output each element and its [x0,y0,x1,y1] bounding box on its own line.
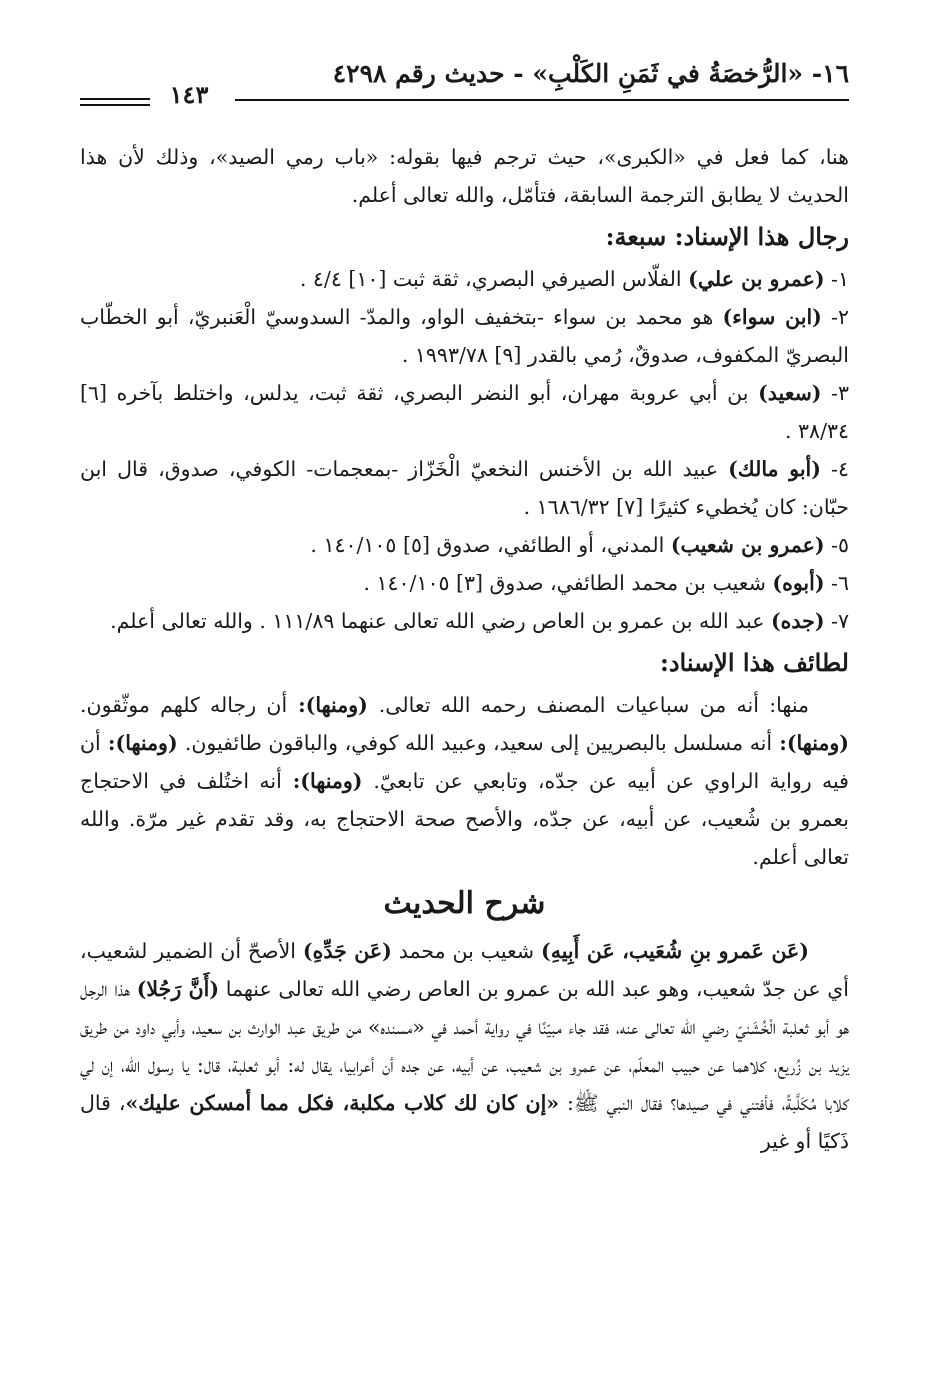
narrator-details: عبيد الله بن الأخنس النخعيّ الْخَزّاز -بمعجمات- الكوفي، صدوق، قال ابن حبّان: كان يُخطيء كثيرًا [٧] ١٦٨٦/٣٢ . [80,457,849,519]
narrator-details: بن أبي عروبة مهران، أبو النضر البصري، ثقة ثبت، يدلس، واختلط بآخره [٦] ٣٨/٣٤ . [80,381,849,443]
intro-paragraph: هنا، كما فعل في «الكبرى»، حيث ترجم فيها بقوله: «باب رمي الصيد»، وذلك لأن هذا الحديث لا يطابق الترجمة السابقة، فتأمّل، والله تعالى أعلم. [80,145,849,207]
sharh-quote-4: «إن كان لك كلاب مكلبة، فكل مما أمسكن عليك» [125,1091,560,1115]
lataif-text-4: أن فيه رواية الراوي عن أبيه عن جدّه، وتابعي عن تابعيّ. [80,731,849,793]
narrator-item-6 [80,564,849,602]
sharh-text-4: ، قال ذَكيًا أو غير [80,1091,849,1153]
narrator-item-5 [80,526,849,564]
narrator-details: هو محمد بن سواء -بتخفيف الواو، والمدّ- السدوسيّ الْعَنبريّ، أبو الخطّاب البصريّ المكفوف، صدوقٌ، رُمي بالقدر [٩] ١٩٩٣/٧٨ . [80,305,849,367]
lataif-text-2: أن رجاله كلهم موثّقون. [80,693,288,717]
running-header-title: ١٦- «الرُّخصَةُ في ثَمَنِ الكَلْبِ» - حديث رقم ٤٢٩٨ [332,59,849,88]
narrator-number: ٤- [820,457,849,481]
lataif-marker-4: (ومنها): [281,769,374,793]
narrator-item-4 [80,450,849,526]
narrator-details: شعيب بن محمد الطائفي، صدوق [٣] ١٤٠/١٠٥ . [363,571,773,595]
sharh-quote-3: (أَنَّ رَجُلا) [136,977,220,1001]
narrator-details: الفلّاس الصيرفي البصري، ثقة ثبت [١٠] ٤/٤ . [299,267,689,291]
lataif-paragraph [80,686,849,876]
header-rule-left-top [80,98,150,100]
narrator-item-2 [80,298,849,374]
header-rule [235,99,849,101]
sharh-quote-2: (عَن جَدِّهِ) [302,939,392,963]
narrator-item-1 [80,260,849,298]
narrator-number: ٣- [821,381,849,405]
sharh-text-1: شعيب بن محمد [391,939,542,963]
sharh-text-2: الأصحّ أن الضمير لشعيب، أي عن جدّ شعيب، وهو عبد الله بن عمرو بن العاص رضي الله تعالى عنهما [80,939,850,1001]
narrators-heading: رجال هذا الإسناد: سبعة: [605,222,849,251]
narrator-name: (عمرو بن شعيب) [670,533,825,557]
sharh-paragraph [80,932,849,1160]
lataif-text-1: منها: أنه من سباعيات المصنف رحمه الله تعالى. [378,693,809,717]
narrator-details: عبد الله بن عمرو بن العاص رضي الله تعالى عنهما ١١١/٨٩ . والله تعالى أعلم. [110,609,771,633]
lataif-text-3: أنه مسلسل بالبصريين إلى سعيد، وعبيد الله كوفي، والباقون طائفيون. [184,731,773,755]
lataif-marker-1: (ومنها): [287,693,379,717]
sharh-quote-1: (عَن عَمرو بنِ شُعَيب، عَن أَبِيهِ) [541,939,809,963]
lataif-marker-3: (ومنها): [100,731,185,755]
narrator-name: (ابن سواء) [722,305,822,329]
narrator-item-3 [80,374,849,450]
narrator-number: ٧- [824,609,849,633]
sharh-text-3: هذا الرجل هو أبو ثعلبة الْخُشَنيّ رضي الله تعالى عنه، فقد جاء مبيّنًا في رواية أحمد في «مسنده» من طريق عبد الوارث بن سعيد، وأبي داود من طريق يزيد بن زُريع، كلاهما عن حبيب المعلّم، عن عمرو بن شعيب، عن أبيه، عن جده أن أعرابيا، يقال له: أبو ثعلبة، قال: يا رسول الله، إن لي كلابا مُكَلَّبةً، فأفتني في صيدها؟ فقال النبي ﷺ: [80,977,849,1115]
page-number: ١٤٣ [169,80,209,109]
narrator-name: (أبو مالك) [728,457,821,481]
narrator-name: (جده) [770,609,825,633]
page-body [80,138,849,1160]
narrator-number: ٢- [821,305,849,329]
narrator-name: (عمرو بن علي) [688,267,825,291]
narrator-name: (سعيد) [758,381,822,405]
lataif-heading: لطائف هذا الإسناد: [659,648,849,677]
lataif-text-5: أنه اختُلف في الاحتجاج بعمرو بن شُعيب، عن أبيه، عن جدّه، والأصح صحة الاحتجاج به، وقد تقدم غير مرّة. والله تعالى أعلم. [80,769,849,869]
narrator-name: (أبوه) [772,571,825,595]
narrator-number: ١- [824,267,849,291]
narrator-item-7 [80,602,849,640]
lataif-marker-2: (ومنها): [772,731,849,755]
header-rule-left-bottom [80,104,150,106]
narrator-number: ٥- [824,533,849,557]
sharh-heading: شرح الحديث [383,886,546,921]
narrator-details: المدني، أو الطائفي، صدوق [٥] ١٤٠/١٠٥ . [310,533,671,557]
narrator-number: ٦- [824,571,849,595]
narrators-list [80,260,849,640]
